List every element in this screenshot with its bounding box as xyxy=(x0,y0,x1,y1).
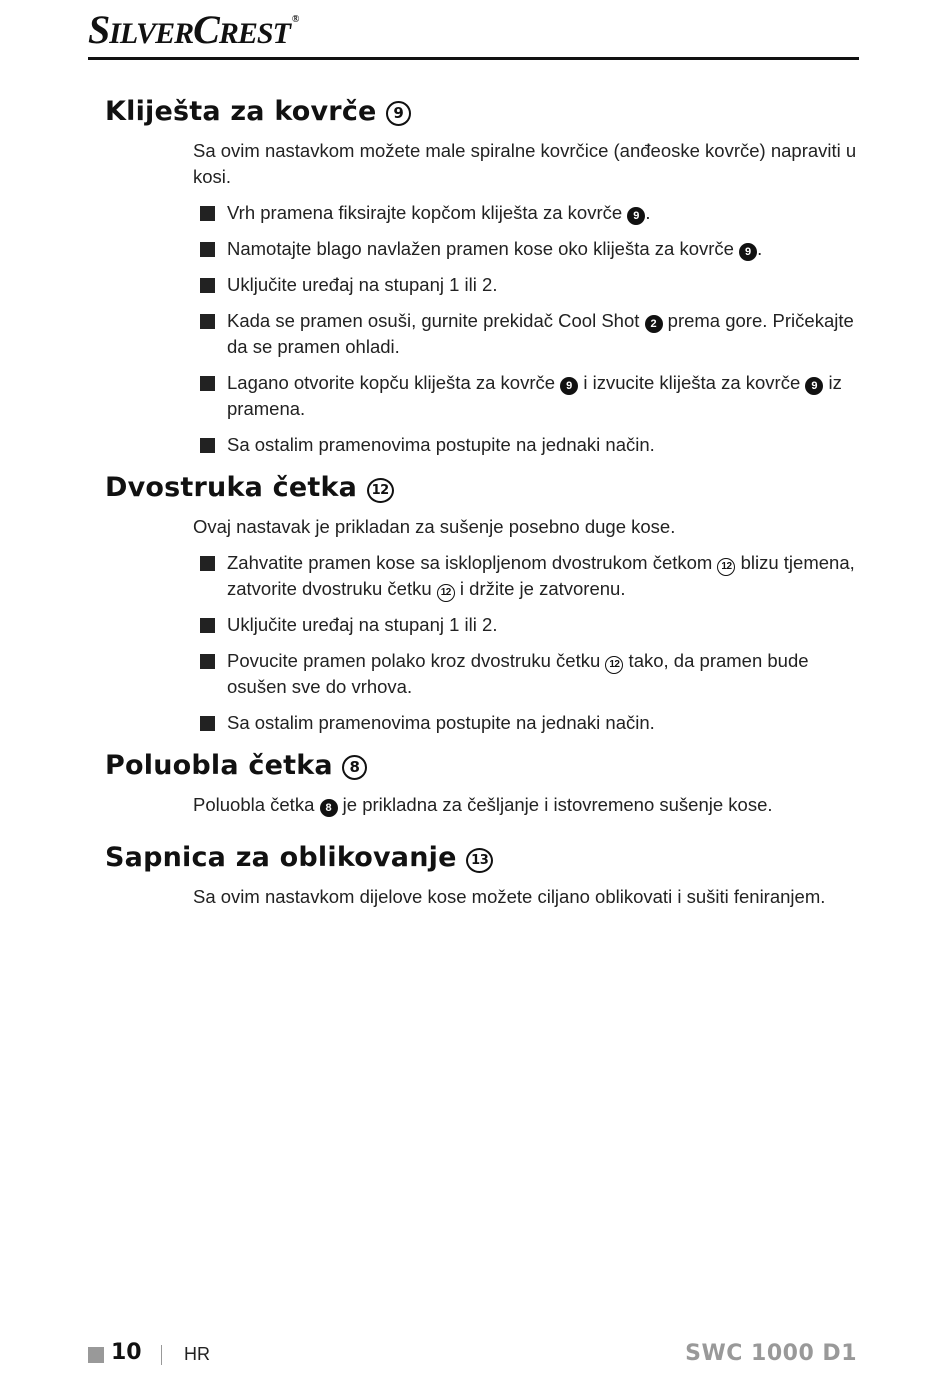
brand-letters: REST xyxy=(218,17,290,50)
header-rule xyxy=(88,57,859,60)
part-ref-badge: 12 xyxy=(717,558,735,576)
brand-logo xyxy=(88,6,298,53)
heading-text: Sapnica za oblikovanje xyxy=(105,842,457,873)
section-heading-double-brush xyxy=(105,468,865,508)
instruction-list xyxy=(105,200,865,458)
item-text: blizu tjemena, zatvorite dvostruku četku xyxy=(227,552,855,599)
heading-text: Kliješta za kovrče xyxy=(105,96,377,127)
registered-mark: ® xyxy=(291,14,299,25)
part-number-badge: 13 xyxy=(466,848,493,873)
item-text: i držite je zatvorenu. xyxy=(454,578,626,599)
item-text: Sa ostalim pramenovima postupite na jednaki način. xyxy=(227,712,655,733)
section-intro: Sa ovim nastavkom dijelove kose možete ciljano oblikovati i sušiti feniranjem. xyxy=(193,886,826,907)
part-ref-badge: 9 xyxy=(739,243,757,261)
section-heading-styling-nozzle xyxy=(105,838,865,878)
footer-divider xyxy=(161,1345,162,1365)
part-number-badge: 12 xyxy=(367,478,394,503)
item-text: Uključite uređaj na stupanj 1 ili 2. xyxy=(227,614,498,635)
list-item xyxy=(227,432,865,458)
section-intro xyxy=(193,792,865,818)
footer-square-icon xyxy=(88,1347,104,1363)
language-code: HR xyxy=(184,1344,210,1364)
item-text: je prikladna za češljanje i istovremeno sušenje kose. xyxy=(337,794,773,815)
part-ref-badge: 9 xyxy=(805,377,823,395)
item-text: Povucite pramen polako kroz dvostruku četku xyxy=(227,650,606,671)
heading-text: Poluobla četka xyxy=(105,750,333,781)
heading-text: Dvostruka četka xyxy=(105,472,358,503)
item-text: Lagano otvorite kopču kliješta za kovrče xyxy=(227,372,561,393)
item-text: i izvucite kliješta za kovrče xyxy=(578,372,806,393)
section-intro: Sa ovim nastavkom možete male spiralne kovrčice (anđeoske kovrče) napraviti u kosi. xyxy=(193,140,857,187)
item-text: iz pramena. xyxy=(227,372,842,419)
list-item xyxy=(227,550,865,602)
list-item xyxy=(227,612,865,638)
list-item xyxy=(227,648,865,700)
list-item xyxy=(227,710,865,736)
item-text: Vrh pramena fiksirajte kopčom kliješta za kovrče xyxy=(227,202,628,223)
item-text: Sa ostalim pramenovima postupite na jednaki način. xyxy=(227,434,655,455)
part-ref-badge: 2 xyxy=(645,315,663,333)
section-heading-half-round-brush xyxy=(105,746,865,786)
item-text: Poluobla četka xyxy=(193,794,320,815)
part-number-badge: 9 xyxy=(386,101,411,126)
item-text: prema gore. Pričekajte da se pramen ohladi. xyxy=(227,310,854,357)
section-heading-curling-tongs xyxy=(105,92,865,132)
item-text: tako, da pramen bude osušen sve do vrhova. xyxy=(227,650,809,697)
list-item xyxy=(227,370,865,422)
list-item xyxy=(227,308,865,360)
item-text: Kada se pramen osuši, gurnite prekidač Cool Shot xyxy=(227,310,645,331)
part-ref-badge: 9 xyxy=(627,207,645,225)
item-text: . xyxy=(645,202,651,223)
page-content xyxy=(105,92,865,910)
part-ref-badge: 9 xyxy=(560,377,578,395)
part-ref-badge: 8 xyxy=(320,799,338,817)
item-text: Namotajte blago navlažen pramen kose oko kliješta za kovrče xyxy=(227,238,740,259)
list-item xyxy=(227,272,865,298)
item-text: . xyxy=(757,238,763,259)
model-number: SWC 1000 D1 xyxy=(685,1341,857,1366)
brand-letter: C xyxy=(193,7,219,52)
part-number-badge: 8 xyxy=(342,755,367,780)
section-intro: Ovaj nastavak je prikladan za sušenje posebno duge kose. xyxy=(193,516,676,537)
brand-letters: ILVER xyxy=(109,17,194,50)
instruction-list xyxy=(105,550,865,736)
part-ref-badge: 12 xyxy=(437,584,455,602)
part-ref-badge: 12 xyxy=(605,656,623,674)
item-text: Zahvatite pramen kose sa isklopljenom dvostrukom četkom xyxy=(227,552,718,573)
list-item xyxy=(227,236,865,262)
brand-letter: S xyxy=(88,7,110,52)
page-number: 10 xyxy=(111,1340,142,1365)
list-item xyxy=(227,200,865,226)
item-text: Uključite uređaj na stupanj 1 ili 2. xyxy=(227,274,498,295)
